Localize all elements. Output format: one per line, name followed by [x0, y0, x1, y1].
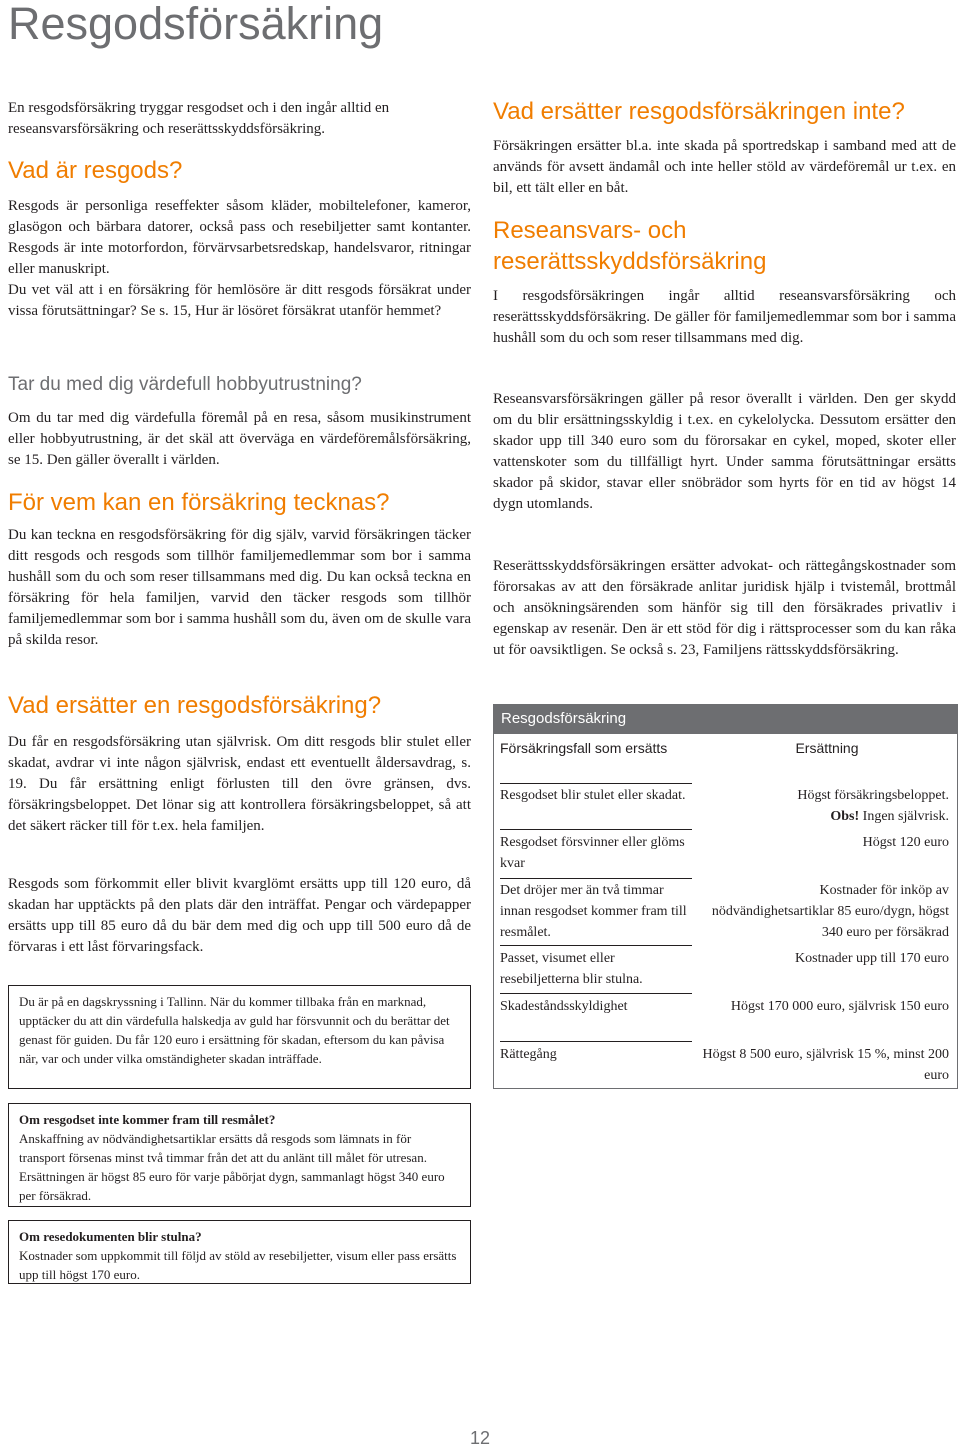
table-row-case: Passet, visumet eller resebiljetterna blir stulna. — [500, 951, 643, 987]
table-title: Resgodsförsäkring — [501, 710, 627, 727]
table-divider — [500, 945, 692, 946]
table-row-compensation: Kostnader för inköp av nödvändighetsartiklar 85 euro/dygn, högst 340 euro per försäkrad — [711, 883, 949, 940]
table-divider — [500, 783, 692, 784]
info-box-luggage-delay — [8, 1103, 471, 1207]
table-body — [494, 734, 957, 1088]
table-row-compensation-main: Högst försäkringsbeloppet. — [797, 788, 949, 803]
what-is-luggage-text: Resgods är personliga reseffekter såsom kläder, mobiltelefoner, kameror, glasögon och bärbara datorer, också pass och resebiljetter samt kontanter. Resgods är inte motorfordon, förvärvsarbetsredskap, handelsvaror, ritningar eller manuskript. — [8, 198, 471, 277]
info-box-stolen-documents-title: Om resedokumenten blir stulna? — [19, 1229, 202, 1244]
heading-who-can-insure: För vem kan en försäkring tecknas? — [8, 489, 390, 516]
table-row-compensation: Högst 170 000 euro, självrisk 150 euro — [730, 999, 949, 1014]
table-divider — [500, 829, 692, 830]
intro-text: En resgodsförsäkring tryggar resgodset och i den ingår alltid en reseansvarsförsäkring och reserättsskyddsförsäkring. — [8, 100, 390, 137]
who-can-insure-text: Du kan teckna en resgodsförsäkring för dig själv, varvid försäkringen täcker ditt resgods och resgods som tillhör familjemedlemmar som bor i samma hushåll som du och som reser tillsammans med dig. Du kan också teckna en försäkring för hela familjen, varvid den täcker resgods som tillhör familjemedlemmar som bor i samma hushåll som du, även om de skulle vara på skilda resor. — [8, 527, 471, 648]
liability-legal-text-3: Reserättsskyddsförsäkringen ersätter advokat- och rättegångskostnader som förorsakas av att den försäkrade anlitar juridisk hjälp i tvistemål, brottmål och ansökningsärenden som hänför sig till den försäkrades privatliv i egenskap av resenär. Den är ett stöd för dig i rättsprocesser som du kan råka ut för oavsiktligen. Se också s. 23, Familjens rättsskyddsförsäkring. — [493, 558, 956, 658]
table-row-compensation: Högst 120 euro — [862, 835, 949, 850]
page-title: Resgodsförsäkring — [8, 0, 384, 49]
table-header-compensation: Ersättning — [795, 740, 859, 756]
table-row-case: Resgodset försvinner eller glöms kvar — [500, 835, 685, 871]
example-box-tallinn — [8, 985, 471, 1089]
table-row-case: Det dröjer mer än två timmar innan resgodset kommer fram till resmålet. — [500, 883, 687, 940]
liability-legal-text-2: Reseansvarsförsäkringen gäller på resor överallt i världen. Den ger skydd om du blir ersättningsskyldig i t.ex. en cykelolycka. Dessutom ersätter den skador upp till 340 euro som du förorsakar en cykel, moped, skoter eller vattenskoter som du tillfälligt hyrt. Under samma förutsättningar ersätts skador på skidor, stavar eller snöbrädor som hyrts för en tid av högst 14 dygn utomlands. — [493, 391, 956, 512]
hobby-equipment-text: Om du tar med dig värdefulla föremål på en resa, såsom musikinstrument eller hobbyutrustning, är det skäl att överväga en värdeföremålsförsäkring, se 15. Den gäller överallt i världen. — [8, 410, 471, 468]
heading-not-covered: Vad ersätter resgodsförsäkringen inte? — [493, 98, 905, 125]
compensation-text-2: Resgods som förkommit eller blivit kvarglömt ersätts upp till 120 euro, då skadan har upptäckts på den plats där den inträffat. Pengar och värdepapper ersätts upp till 85 euro då du bär dem med dig och upp till 500 euro då de förvaras i ett låst förvaringsfack. — [8, 876, 471, 955]
info-box-luggage-delay-text: Anskaffning av nödvändighetsartiklar ersätts då resgods som lämnats in för transport försenas minst två timmar från det att du anlänt till målet för utresan. Ersättningen är högst 85 euro för varje påbörjat dygn, sammanlagt högst 340 euro per försäkrad. — [19, 1131, 445, 1203]
table-divider — [500, 993, 692, 994]
table-row-case: Resgodset blir stulet eller skadat. — [500, 788, 686, 803]
table-row-compensation-extra: Ingen självrisk. — [859, 809, 949, 824]
heading-what-is-luggage: Vad är resgods? — [8, 157, 183, 184]
table-divider — [500, 1041, 692, 1042]
compensation-table — [493, 704, 958, 1089]
info-box-stolen-documents — [8, 1220, 471, 1284]
example-box-tallinn-text: Du är på en dagskryssning i Tallinn. När du kommer tillbaka från en marknad, upptäcker du att din värdefulla halskedja av guld har försvunnit och du berättar det genast för guiden. Du får 120 euro i ersättning för skadan, eftersom du kan påvisa när, var och under vilka omständigheter skadan inträffade. — [19, 994, 450, 1066]
table-row-compensation: Kostnader upp till 170 euro — [795, 951, 949, 966]
heading-what-compensates: Vad ersätter en resgodsförsäkring? — [8, 692, 382, 719]
table-row-compensation — [694, 785, 949, 827]
home-insurance-note: Du vet väl att i en försäkring för hemlösöre är ditt resgods försäkrat under vissa förutsättningar? Se s. 15, Hur är lösöret försäkrat utanför hemmet? — [8, 282, 471, 319]
page-number: 12 — [469, 1428, 491, 1448]
table-divider — [500, 878, 692, 879]
info-box-luggage-delay-title: Om resgodset inte kommer fram till resmålet? — [19, 1112, 276, 1127]
table-header-case: Försäkringsfall som ersätts — [500, 740, 668, 756]
table-row-case: Skadeståndsskyldighet — [500, 999, 628, 1014]
compensation-text-1: Du får en resgodsförsäkring utan självrisk. Om ditt resgods blir stulet eller skadat, avdrar vi inte någon självrisk, endast ett eventuellt åldersavdrag, s. 19. Du får ersättning enligt förlusten till den övre gränsen, dvs. försäkringsbeloppet. Det lönar sig att kontrollera försäkringsbeloppet, så att det säkert räcker till för t.ex. hela familjen. — [8, 734, 471, 834]
liability-legal-text-1: I resgodsförsäkringen ingår alltid reseansvarsförsäkring och reserättsskyddsförsäkring. De gäller för familjemedlemmar som bor i samma hushåll som du och som reser tillsammans med dig. — [493, 288, 956, 346]
info-box-stolen-documents-text: Kostnader som uppkommit till följd av stöld av resebiljetter, visum eller pass ersätts upp till högst 170 euro. — [19, 1248, 457, 1282]
not-covered-text: Försäkringen ersätter bl.a. inte skada på sportredskap i samband med att de används för avsett ändamål och inte heller stöld av värdeföremål ur t.ex. en bil, ett tält eller en båt. — [493, 138, 956, 196]
table-row-obs: Obs! — [830, 809, 860, 824]
table-row-compensation: Högst 8 500 euro, självrisk 15 %, minst 200 euro — [702, 1047, 949, 1083]
heading-liability-legal — [493, 215, 958, 277]
heading-hobby-equipment: Tar du med dig värdefull hobbyutrustning? — [8, 374, 362, 395]
table-row-case: Rättegång — [500, 1047, 557, 1062]
heading-liability-legal-line1: Reseansvars- och — [493, 217, 687, 244]
heading-liability-legal-line2: reserättsskyddsförsäkring — [493, 248, 767, 275]
